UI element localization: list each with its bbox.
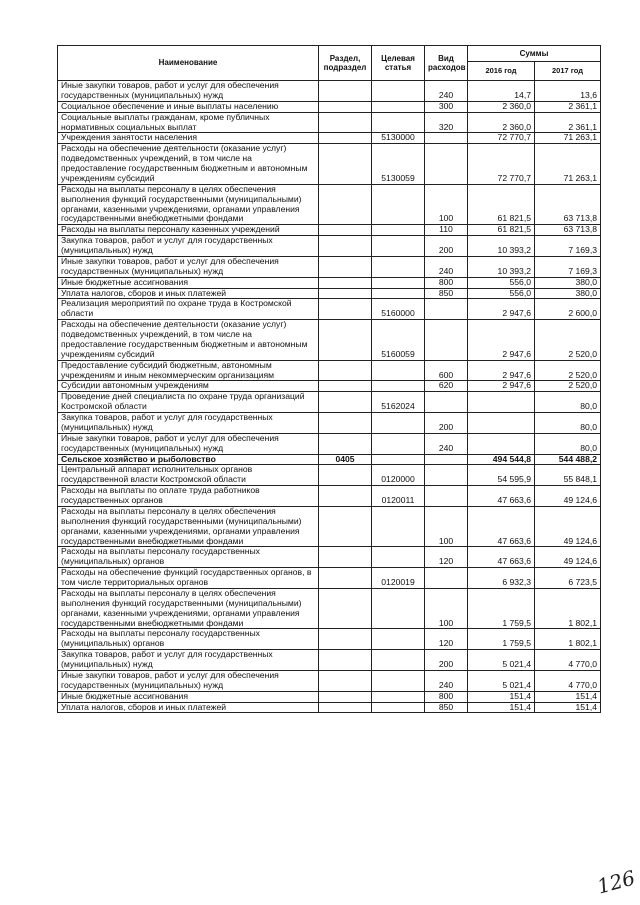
cell-v2016: 2 947,6 — [468, 360, 535, 381]
cell-section: 0405 — [319, 454, 372, 465]
cell-article — [372, 225, 425, 236]
cell-v2017: 544 488,2 — [535, 454, 601, 465]
cell-name: Иные закупки товаров, работ и услуг для обеспечения государственных (муниципальных) нужд — [58, 81, 319, 102]
cell-v2017: 80,0 — [535, 413, 601, 434]
cell-v2016: 72 770,7 — [468, 133, 535, 144]
cell-article — [372, 650, 425, 671]
cell-name: Расходы на обеспечение функций государственных органов, в том числе территориальных органов — [58, 568, 319, 589]
cell-article — [372, 629, 425, 650]
cell-article — [372, 670, 425, 691]
cell-v2017: 49 124,6 — [535, 547, 601, 568]
cell-type: 100 — [425, 184, 468, 225]
cell-v2016: 556,0 — [468, 288, 535, 299]
cell-section — [319, 568, 372, 589]
cell-article — [372, 454, 425, 465]
cell-v2016: 2 947,6 — [468, 299, 535, 320]
cell-article — [372, 506, 425, 547]
cell-type — [425, 465, 468, 486]
cell-article — [372, 236, 425, 257]
table-row — [58, 133, 601, 144]
cell-section — [319, 360, 372, 381]
cell-name: Социальное обеспечение и иные выплаты населению — [58, 101, 319, 112]
cell-v2016: 14,7 — [468, 81, 535, 102]
cell-name: Учреждения занятости населения — [58, 133, 319, 144]
cell-article: 0120019 — [372, 568, 425, 589]
col-header-2016: 2016 год — [468, 62, 535, 81]
cell-v2016: 2 947,6 — [468, 381, 535, 392]
cell-v2017: 2 361,1 — [535, 112, 601, 133]
cell-name: Закупка товаров, работ и услуг для государственных (муниципальных) нужд — [58, 236, 319, 257]
cell-v2016: 47 663,6 — [468, 486, 535, 507]
cell-article: 5130059 — [372, 144, 425, 185]
cell-name: Сельское хозяйство и рыболовство — [58, 454, 319, 465]
table-row — [58, 454, 601, 465]
cell-section — [319, 256, 372, 277]
cell-type: 200 — [425, 236, 468, 257]
cell-name: Иные бюджетные ассигнования — [58, 691, 319, 702]
cell-article: 5162024 — [372, 392, 425, 413]
cell-name: Расходы на выплаты персоналу в целях обеспечения выполнения функций государственными (муниципальными) органами, казенными учреждениями, органами управления государственными внебюджетными фондами — [58, 184, 319, 225]
cell-type: 850 — [425, 702, 468, 713]
cell-name: Расходы на выплаты персоналу в целях обеспечения выполнения функций государственными (муниципальными) органами, казенными учреждениями, органами управления государственными внебюджетными фондами — [58, 588, 319, 629]
cell-article: 5160000 — [372, 299, 425, 320]
col-header-type: Вид расходов — [425, 46, 468, 81]
cell-section — [319, 288, 372, 299]
cell-article — [372, 702, 425, 713]
cell-v2017: 1 802,1 — [535, 629, 601, 650]
cell-section — [319, 320, 372, 361]
cell-v2016: 61 821,5 — [468, 225, 535, 236]
cell-type: 240 — [425, 256, 468, 277]
cell-section — [319, 465, 372, 486]
cell-name: Расходы на выплаты персоналу государственных (муниципальных) органов — [58, 547, 319, 568]
cell-article — [372, 81, 425, 102]
cell-v2017: 13,6 — [535, 81, 601, 102]
cell-v2016: 47 663,6 — [468, 506, 535, 547]
cell-v2017: 63 713,8 — [535, 184, 601, 225]
table-row — [58, 360, 601, 381]
cell-v2016: 494 544,8 — [468, 454, 535, 465]
cell-v2017: 49 124,6 — [535, 506, 601, 547]
cell-type: 800 — [425, 277, 468, 288]
cell-v2016: 47 663,6 — [468, 547, 535, 568]
cell-v2016: 1 759,5 — [468, 588, 535, 629]
cell-name: Иные закупки товаров, работ и услуг для обеспечения государственных (муниципальных) нужд — [58, 670, 319, 691]
cell-section — [319, 588, 372, 629]
table-row — [58, 588, 601, 629]
cell-v2016: 61 821,5 — [468, 184, 535, 225]
cell-type — [425, 392, 468, 413]
cell-article: 5160059 — [372, 320, 425, 361]
cell-v2016: 54 595,9 — [468, 465, 535, 486]
cell-article — [372, 256, 425, 277]
table-row — [58, 144, 601, 185]
cell-article — [372, 101, 425, 112]
cell-section — [319, 81, 372, 102]
cell-article — [372, 547, 425, 568]
cell-v2016: 5 021,4 — [468, 670, 535, 691]
cell-v2016: 6 932,3 — [468, 568, 535, 589]
cell-v2016: 556,0 — [468, 277, 535, 288]
cell-name: Проведение дней специалиста по охране труда организаций Костромской области — [58, 392, 319, 413]
cell-type — [425, 299, 468, 320]
cell-type: 800 — [425, 691, 468, 702]
col-header-name: Наименование — [58, 46, 319, 81]
cell-section — [319, 225, 372, 236]
table-row — [58, 670, 601, 691]
table-row — [58, 506, 601, 547]
cell-v2017: 80,0 — [535, 433, 601, 454]
cell-section — [319, 433, 372, 454]
cell-name: Расходы на выплаты персоналу в целях обеспечения выполнения функций государственными (муниципальными) органами, казенными учреждениями, органами управления государственными внебюджетными фондами — [58, 506, 319, 547]
cell-v2016 — [468, 413, 535, 434]
cell-v2016: 5 021,4 — [468, 650, 535, 671]
cell-v2017: 2 520,0 — [535, 320, 601, 361]
table-row — [58, 650, 601, 671]
cell-name: Иные бюджетные ассигнования — [58, 277, 319, 288]
cell-v2017: 380,0 — [535, 288, 601, 299]
cell-name: Расходы на обеспечение деятельности (оказание услуг) подведомственных учреждений, в том числе на предоставление государственным бюджетным и автономным учреждениям субсидий — [58, 320, 319, 361]
cell-v2017: 6 723,5 — [535, 568, 601, 589]
cell-v2016: 2 360,0 — [468, 101, 535, 112]
table-row — [58, 277, 601, 288]
budget-table — [57, 45, 601, 713]
cell-v2017: 2 520,0 — [535, 381, 601, 392]
cell-v2016: 10 393,2 — [468, 256, 535, 277]
table-row — [58, 299, 601, 320]
table-row — [58, 702, 601, 713]
table-row — [58, 101, 601, 112]
cell-v2016: 1 759,5 — [468, 629, 535, 650]
cell-type: 600 — [425, 360, 468, 381]
cell-section — [319, 413, 372, 434]
cell-article — [372, 381, 425, 392]
cell-article: 5130000 — [372, 133, 425, 144]
cell-v2017: 71 263,1 — [535, 144, 601, 185]
cell-name: Расходы на выплаты персоналу казенных учреждений — [58, 225, 319, 236]
cell-v2017: 4 770,0 — [535, 650, 601, 671]
col-header-article: Целевая статья — [372, 46, 425, 81]
cell-section — [319, 277, 372, 288]
cell-type: 200 — [425, 650, 468, 671]
col-header-section: Раздел, подраздел — [319, 46, 372, 81]
cell-v2016: 72 770,7 — [468, 144, 535, 185]
cell-name: Закупка товаров, работ и услуг для государственных (муниципальных) нужд — [58, 650, 319, 671]
cell-article: 0120011 — [372, 486, 425, 507]
cell-v2017: 2 361,1 — [535, 101, 601, 112]
cell-type: 240 — [425, 670, 468, 691]
cell-type — [425, 486, 468, 507]
cell-type: 320 — [425, 112, 468, 133]
cell-type — [425, 144, 468, 185]
table-row — [58, 413, 601, 434]
cell-article: 0120000 — [372, 465, 425, 486]
cell-v2017: 2 520,0 — [535, 360, 601, 381]
cell-article — [372, 588, 425, 629]
cell-type: 240 — [425, 433, 468, 454]
cell-v2017: 55 848,1 — [535, 465, 601, 486]
cell-type: 620 — [425, 381, 468, 392]
table-row — [58, 225, 601, 236]
cell-v2016 — [468, 433, 535, 454]
col-header-sums: Суммы — [468, 46, 601, 62]
cell-v2017: 7 169,3 — [535, 256, 601, 277]
cell-v2017: 7 169,3 — [535, 236, 601, 257]
cell-section — [319, 670, 372, 691]
cell-v2017: 49 124,6 — [535, 486, 601, 507]
cell-section — [319, 112, 372, 133]
cell-name: Социальные выплаты гражданам, кроме публичных нормативных социальных выплат — [58, 112, 319, 133]
cell-section — [319, 133, 372, 144]
cell-section — [319, 486, 372, 507]
cell-v2017: 151,4 — [535, 702, 601, 713]
table-row — [58, 288, 601, 299]
table-row — [58, 184, 601, 225]
cell-name: Уплата налогов, сборов и иных платежей — [58, 702, 319, 713]
cell-name: Предоставление субсидий бюджетным, автономным учреждениям и иным некоммерческим организациям — [58, 360, 319, 381]
cell-article — [372, 184, 425, 225]
cell-type — [425, 568, 468, 589]
table-row — [58, 81, 601, 102]
cell-section — [319, 629, 372, 650]
cell-article — [372, 413, 425, 434]
table-body — [58, 81, 601, 713]
cell-section — [319, 650, 372, 671]
cell-section — [319, 547, 372, 568]
table-row — [58, 568, 601, 589]
cell-type: 200 — [425, 413, 468, 434]
cell-type: 120 — [425, 547, 468, 568]
cell-name: Центральный аппарат исполнительных органов государственной власти Костромской области — [58, 465, 319, 486]
cell-v2016: 151,4 — [468, 702, 535, 713]
cell-v2017: 2 600,0 — [535, 299, 601, 320]
cell-article — [372, 360, 425, 381]
cell-v2016: 10 393,2 — [468, 236, 535, 257]
cell-v2016: 151,4 — [468, 691, 535, 702]
cell-type: 120 — [425, 629, 468, 650]
page-number: 126 — [594, 865, 638, 899]
cell-v2017: 63 713,8 — [535, 225, 601, 236]
cell-article — [372, 433, 425, 454]
cell-section — [319, 184, 372, 225]
cell-section — [319, 381, 372, 392]
cell-section — [319, 236, 372, 257]
cell-v2017: 80,0 — [535, 392, 601, 413]
table-row — [58, 256, 601, 277]
cell-section — [319, 392, 372, 413]
cell-name: Закупка товаров, работ и услуг для государственных (муниципальных) нужд — [58, 413, 319, 434]
table-row — [58, 392, 601, 413]
cell-section — [319, 506, 372, 547]
cell-v2017: 1 802,1 — [535, 588, 601, 629]
cell-type: 100 — [425, 506, 468, 547]
cell-v2017: 151,4 — [535, 691, 601, 702]
cell-article — [372, 277, 425, 288]
cell-type: 100 — [425, 588, 468, 629]
cell-section — [319, 101, 372, 112]
cell-name: Иные закупки товаров, работ и услуг для обеспечения государственных (муниципальных) нужд — [58, 433, 319, 454]
cell-v2017: 71 263,1 — [535, 133, 601, 144]
cell-name: Расходы на обеспечение деятельности (оказание услуг) подведомственных учреждений, в том числе на предоставление государственным бюджетным и автономным учреждениям субсидий — [58, 144, 319, 185]
table-row — [58, 433, 601, 454]
cell-type: 240 — [425, 81, 468, 102]
cell-name: Иные закупки товаров, работ и услуг для обеспечения государственных (муниципальных) нужд — [58, 256, 319, 277]
cell-article — [372, 288, 425, 299]
cell-name: Расходы на выплаты по оплате труда работников государственных органов — [58, 486, 319, 507]
cell-v2017: 380,0 — [535, 277, 601, 288]
cell-name: Реализация мероприятий по охране труда в Костромской области — [58, 299, 319, 320]
table-row — [58, 691, 601, 702]
cell-name: Расходы на выплаты персоналу государственных (муниципальных) органов — [58, 629, 319, 650]
table-row — [58, 465, 601, 486]
cell-section — [319, 691, 372, 702]
cell-v2016: 2 947,6 — [468, 320, 535, 361]
table-row — [58, 320, 601, 361]
cell-type: 110 — [425, 225, 468, 236]
col-header-2017: 2017 год — [535, 62, 601, 81]
cell-section — [319, 144, 372, 185]
cell-type: 850 — [425, 288, 468, 299]
cell-section — [319, 702, 372, 713]
cell-type — [425, 454, 468, 465]
cell-section — [319, 299, 372, 320]
table-row — [58, 486, 601, 507]
cell-name: Субсидии автономным учреждениям — [58, 381, 319, 392]
table-row — [58, 236, 601, 257]
table-row — [58, 112, 601, 133]
table-row — [58, 629, 601, 650]
cell-type: 300 — [425, 101, 468, 112]
cell-v2016: 2 360,0 — [468, 112, 535, 133]
cell-v2016 — [468, 392, 535, 413]
cell-type — [425, 320, 468, 361]
cell-type — [425, 133, 468, 144]
cell-name: Уплата налогов, сборов и иных платежей — [58, 288, 319, 299]
table-row — [58, 547, 601, 568]
cell-v2017: 4 770,0 — [535, 670, 601, 691]
table-row — [58, 381, 601, 392]
cell-article — [372, 691, 425, 702]
cell-article — [372, 112, 425, 133]
